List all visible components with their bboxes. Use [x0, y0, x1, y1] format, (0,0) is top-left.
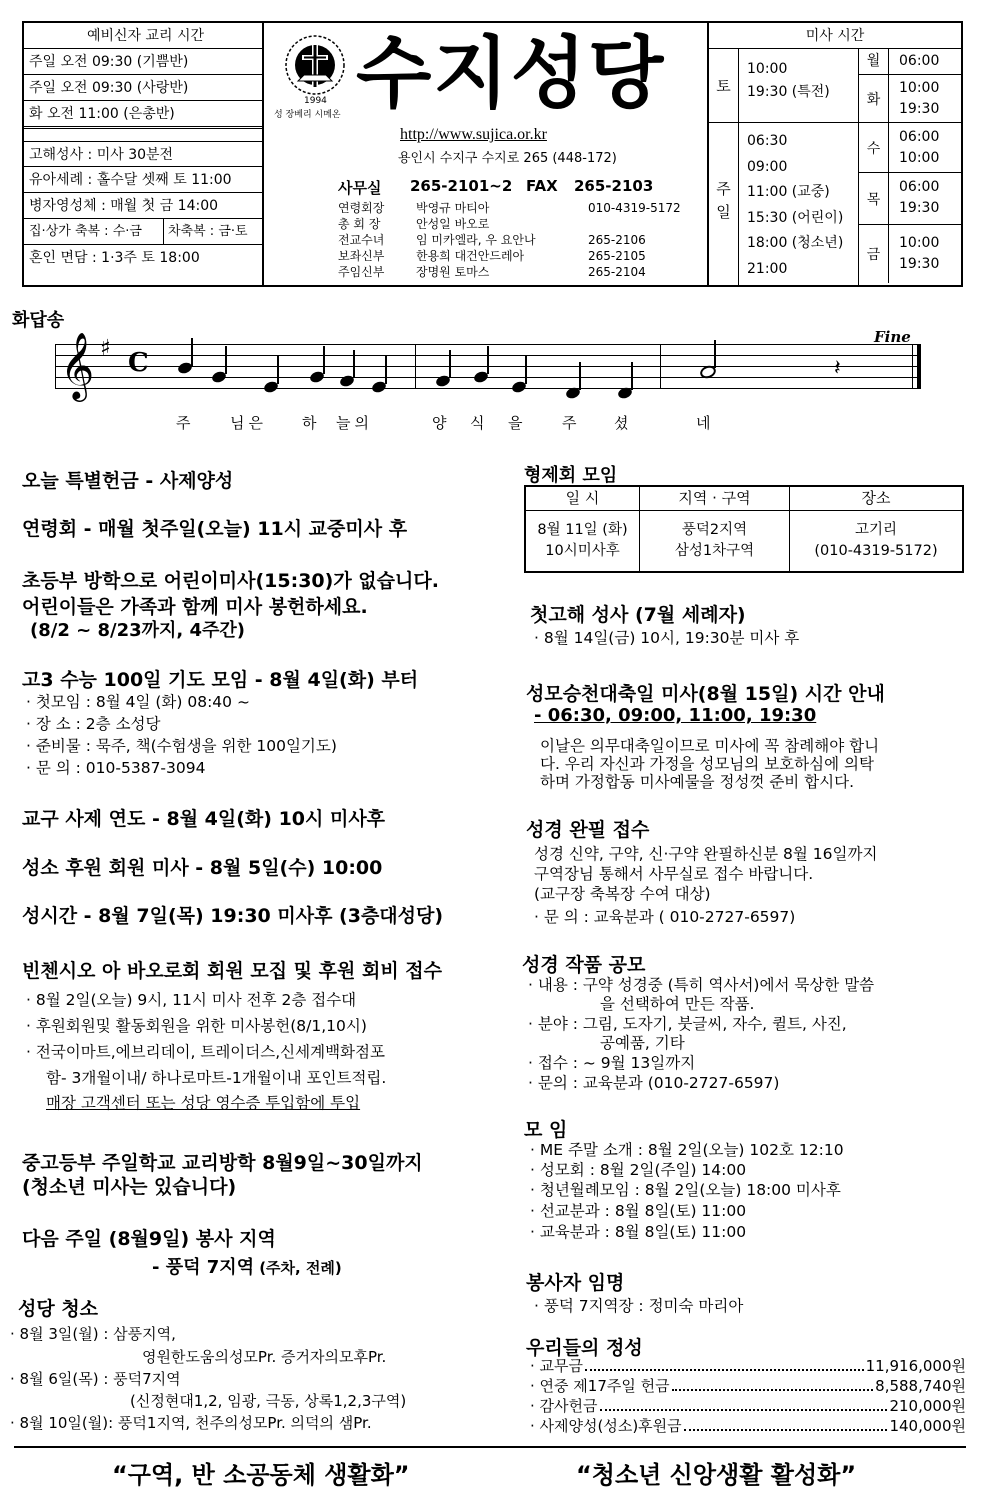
contest-item: 공예품, 기타	[600, 1034, 685, 1052]
logo-year: 1994	[304, 96, 327, 106]
monday-label: 월	[859, 49, 889, 74]
priest-year-notice: 교구 사제 연도 - 8월 4일(화) 10시 미사후	[22, 808, 386, 830]
mass-time: 18:00 (청소년)	[747, 235, 844, 251]
lyric: 셨	[614, 414, 629, 432]
bible-title: 성경 완필 접수	[526, 819, 650, 841]
brothers-table	[524, 485, 964, 573]
slogan-right: “청소년 신앙생활 활성화”	[576, 1461, 857, 1489]
house-blessing-info: 집·상가 축복 : 수·금	[24, 219, 164, 244]
monday-row	[859, 49, 961, 75]
blessing-row	[24, 219, 262, 245]
cleaning-item: · 8월 3일(월) : 삼풍지역,	[10, 1325, 176, 1343]
mass-time: 19:30 (특전)	[747, 84, 830, 100]
brothers-title: 형제회 모임	[524, 465, 618, 486]
service-region-line	[152, 1253, 342, 1279]
sick-communion-info: 병자영성체 : 매월 첫 금 14:00	[24, 193, 262, 219]
friday-times	[889, 225, 939, 283]
table-header: 지역 · 구역	[640, 487, 790, 510]
vincent-title: 빈첸시오 아 바오로회 회원 모집 및 후원 회비 접수	[22, 960, 442, 982]
meeting-item: · 선교분과 : 8월 8일(토) 11:00	[530, 1202, 747, 1220]
mass-time: 06:00	[899, 179, 940, 195]
first-confession-item: · 8월 14일(금) 10시, 19:30분 미사 후	[534, 629, 800, 647]
wednesday-times	[889, 123, 939, 172]
mass-time: 10:00	[899, 80, 940, 96]
suneung-item: · 준비물 : 묵주, 책(수험생을 위한 100일기도)	[26, 737, 337, 755]
offering-label: · 연중 제17주일 헌금	[530, 1377, 670, 1395]
thursday-label: 목	[859, 173, 889, 224]
table-cell: 고기리 (010-4319-5172)	[814, 522, 938, 559]
bible-text: 구역장님 통해서 사무실로 접수 바랍니다.	[534, 865, 814, 883]
offering-label: · 사제양성(성소)후원금	[530, 1417, 682, 1435]
staff-name: 안성일 바오로	[416, 217, 490, 231]
staff-phone: 265-2105	[588, 249, 646, 263]
sunday-times	[739, 123, 858, 285]
offering-amount: 11,916,000원	[865, 1357, 966, 1375]
church-logo-icon	[282, 31, 348, 99]
vincent-item: · 8월 2일(오늘) 9시, 11시 미사 전후 2층 접수대	[26, 991, 357, 1009]
contest-item: 을 선택하여 만든 작품.	[600, 995, 755, 1013]
mass-time: 06:30	[747, 133, 788, 149]
saturday-times	[739, 49, 858, 123]
thursday-row	[859, 173, 961, 225]
contest-item: · 문의 : 교육분과 (010-2727-6597)	[528, 1074, 780, 1092]
volunteer-title: 봉사자 임명	[526, 1272, 625, 1294]
lyric: 네	[696, 414, 711, 432]
vincent-item: · 전국이마트,에브리데이, 트레이더스,신세계백화점포	[26, 1043, 385, 1061]
mass-time: 19:30	[899, 101, 940, 117]
sponsor-mass-notice: 성소 후원 회원 미사 - 8월 5일(수) 10:00	[22, 857, 383, 879]
tuesday-label: 화	[859, 75, 889, 122]
lyric: 주	[562, 414, 577, 432]
vincent-item: · 후원회원및 활동회원을 위한 미사봉헌(8/1,10시)	[26, 1017, 367, 1035]
suneung-item: · 첫모임 : 8월 4일 (화) 08:40 ~	[26, 693, 250, 711]
mass-times-title: 미사 시간	[709, 23, 961, 49]
hymn-staff	[0, 330, 992, 440]
staff-role: 보좌신부	[338, 249, 385, 263]
middle-high-notice-2: (청소년 미사는 있습니다)	[22, 1176, 237, 1198]
catechism-row: 화 오전 11:00 (은총반)	[24, 101, 262, 129]
cleaning-item: (신정현대1,2, 임광, 극동, 상록1,2,3구역)	[130, 1392, 407, 1410]
catechism-title: 예비신자 교리 시간	[24, 23, 262, 49]
meeting-item: · ME 주말 소개 : 8월 2일(오늘) 102호 12:10	[530, 1141, 844, 1159]
office-phone: 265-2101~2	[410, 177, 513, 195]
mass-time: 11:00 (교중)	[747, 184, 830, 200]
friday-label: 금	[859, 225, 889, 283]
staff-row	[338, 232, 698, 248]
service-title: 다음 주일 (8월9일) 봉사 지역	[22, 1228, 276, 1250]
offering-row	[530, 1416, 966, 1436]
contest-item: · 내용 : 구약 성경중 (특히 역사서)에서 묵상한 말씀	[528, 976, 875, 994]
suneung-item: · 문 의 : 010-5387-3094	[26, 759, 206, 777]
children-mass-notice-1: 초등부 방학으로 어린이미사(15:30)가 없습니다.	[22, 570, 439, 592]
staff-phone: 010-4319-5172	[588, 201, 681, 215]
assumption-text: 다. 우리 자신과 가정을 성모님의 보호하심에 의탁	[540, 755, 874, 773]
table-cell: 8월 11일 (화) 10시미사후	[526, 511, 640, 571]
fax-number: 265-2103	[574, 177, 654, 195]
staff-phone: 265-2106	[588, 233, 646, 247]
mass-time: 15:30 (어린이)	[747, 209, 844, 226]
offering-title: 우리들의 정성	[526, 1337, 643, 1359]
footer-divider	[14, 1446, 966, 1448]
service-region-note: (주차, 전례)	[259, 1259, 342, 1277]
lyric: 하	[302, 414, 317, 432]
offering-label: · 교무금	[530, 1357, 584, 1375]
holy-hour-notice: 성시간 - 8월 7일(목) 19:30 미사후 (3층대성당)	[22, 905, 444, 927]
mass-time: 09:00	[747, 158, 788, 175]
mass-time: 06:00	[899, 129, 940, 145]
mass-times-box	[707, 21, 963, 287]
lyric: 양	[432, 414, 447, 432]
cleaning-item: 영원한도움의성모Pr. 증거자의모후Pr.	[142, 1348, 387, 1366]
lyric: 을	[508, 414, 523, 432]
tuesday-times	[889, 75, 939, 122]
contest-item: · 분야 : 그림, 도자기, 붓글씨, 자수, 퀼트, 사진,	[528, 1015, 847, 1033]
fax-label: FAX	[526, 177, 558, 195]
catechism-row: 주일 오전 09:30 (사랑반)	[24, 75, 262, 101]
staff-phone: 265-2104	[588, 265, 646, 279]
offering-label: · 감사헌금	[530, 1397, 598, 1415]
vincent-item: 매장 고객센터 또는 성당 영수증 투입함에 투입	[46, 1094, 361, 1112]
vincent-item: 함- 3개월이내/ 하나로마트-1개월이내 포인트적립.	[46, 1069, 387, 1087]
children-mass-notice-3: (8/2 ~ 8/23까지, 4주간)	[30, 620, 246, 641]
table-header: 일 시	[526, 487, 640, 510]
staff-row	[338, 200, 698, 216]
saturday-label: 토	[709, 49, 739, 123]
staff-list	[338, 200, 698, 280]
meeting-item: · 교육분과 : 8월 8일(토) 11:00	[530, 1223, 747, 1241]
assumption-times: - 06:30, 09:00, 11:00, 19:30	[534, 705, 817, 726]
mass-time: 21:00	[747, 260, 788, 277]
meeting-item: · 청년월례모임 : 8월 2일(오늘) 18:00 미사후	[530, 1181, 841, 1199]
hymn-title: 화답송	[12, 310, 65, 331]
contest-title: 성경 작품 공모	[522, 954, 646, 976]
wednesday-label: 수	[859, 123, 889, 172]
cleaning-title: 성당 청소	[18, 1298, 99, 1320]
suneung-item: · 장 소 : 2층 소성당	[26, 715, 161, 733]
memorial-assoc-notice: 연령회 - 매월 첫주일(오늘) 11시 교중미사 후	[22, 518, 408, 540]
wednesday-row	[859, 123, 961, 173]
marriage-info: 혼인 면담 : 1·3주 토 18:00	[29, 250, 200, 266]
lyric: 주	[176, 414, 191, 432]
children-mass-notice-2: 어린이들은 가족과 함께 미사 봉헌하세요.	[22, 596, 368, 618]
table-cell: 풍덕2지역 삼성1차구역	[640, 511, 790, 571]
slogan-left: “구역, 반 소공동체 생활화”	[112, 1461, 410, 1489]
staff-name: 장명원 토마스	[416, 265, 490, 279]
first-confession-title: 첫고해 성사 (7월 세례자)	[530, 604, 746, 626]
staff-role: 총 회 장	[338, 217, 381, 231]
catechism-schedule-box	[22, 21, 264, 287]
thursday-times	[889, 173, 939, 224]
mass-time: 06:00	[899, 53, 940, 69]
fine-marking: Fine	[874, 328, 911, 346]
staff-row	[338, 248, 698, 264]
confession-info: 고해성사 : 미사 30분전	[24, 141, 262, 167]
church-header	[264, 21, 707, 287]
offering-row	[530, 1376, 966, 1396]
suneung-prayer-title: 고3 수능 100일 기도 모임 - 8월 4일(화) 부터	[22, 669, 419, 691]
mass-time: 10:00	[899, 235, 940, 251]
mass-time: 19:30	[899, 200, 940, 216]
lyric: 식	[470, 414, 485, 432]
staff-row	[338, 264, 698, 280]
service-region: - 풍덕 7지역	[152, 1257, 255, 1278]
cleaning-item: · 8월 10일(월): 풍덕1지역, 천주의성모Pr. 의덕의 샘Pr.	[10, 1414, 372, 1432]
weekend-masses	[709, 49, 859, 285]
office-label: 사무실	[338, 179, 382, 197]
lyric: 님은	[230, 414, 267, 432]
staff-name: 한용희 대건안드레아	[416, 249, 525, 263]
spacer	[24, 129, 262, 141]
offering-amount: 8,588,740원	[875, 1377, 966, 1395]
rest-icon: 𝄽	[834, 356, 841, 381]
meeting-item: · 성모회 : 8월 2일(주일) 14:00	[530, 1161, 747, 1179]
car-blessing-info: 차축복 : 금·토	[168, 224, 248, 239]
bible-text: (교구장 축복장 수여 대상)	[534, 885, 711, 903]
treble-clef-icon: 𝄞	[60, 331, 95, 399]
church-website-link[interactable]: http://www.sujica.or.kr	[400, 126, 547, 143]
offering-amount: 210,000원	[889, 1397, 966, 1415]
meeting-title: 모 임	[524, 1119, 568, 1141]
cleaning-item: · 8월 6일(목) : 풍덕7지역	[10, 1370, 181, 1388]
mass-time: 10:00	[899, 150, 940, 166]
table-row	[526, 511, 962, 571]
offering-row	[530, 1396, 966, 1416]
time-signature-icon: C	[128, 348, 149, 378]
brothers-table-header	[526, 487, 962, 511]
staff-role: 전교수녀	[338, 233, 385, 247]
church-name: 수지성당	[356, 29, 666, 119]
contest-item: · 접수 : ~ 9월 13일까지	[528, 1054, 696, 1072]
offering-list	[530, 1356, 966, 1436]
church-address: 용인시 수지구 수지로 265 (448-172)	[398, 151, 617, 166]
assumption-text: 이날은 의무대축일이므로 미사에 꼭 참례해야 합니	[540, 737, 880, 755]
staff-row	[338, 216, 698, 232]
sunday-label: 주일	[709, 123, 739, 285]
bible-text: · 문 의 : 교육분과 ( 010-2727-6597)	[534, 908, 796, 926]
offering-amount: 140,000원	[889, 1417, 966, 1435]
logo-caption: 성 장베리 시메온	[274, 110, 341, 120]
church-logo	[282, 31, 348, 99]
mass-time: 19:30	[899, 256, 940, 272]
friday-row	[859, 225, 961, 283]
assumption-text: 하며 가정합동 미사예물을 정성껏 준비 합시다.	[540, 773, 855, 791]
lyric: 늘의	[336, 414, 373, 432]
tuesday-row	[859, 75, 961, 123]
sharp-icon: ♯	[100, 336, 111, 361]
staff-name: 박영규 마티아	[416, 201, 490, 215]
offering-row	[530, 1356, 966, 1376]
table-header: 장소	[861, 489, 891, 507]
middle-high-notice-1: 중고등부 주일학교 교리방학 8월9일~30일까지	[22, 1152, 423, 1174]
catechism-row: 주일 오전 09:30 (기쁨반)	[24, 49, 262, 75]
staff-role: 주임신부	[338, 265, 385, 279]
volunteer-item: · 풍덕 7지역장 : 정미숙 마리아	[534, 1297, 744, 1315]
weekday-masses	[859, 49, 961, 285]
bible-text: 성경 신약, 구약, 신·구약 완필하신분 8월 16일까지	[534, 845, 878, 863]
assumption-title: 성모승천대축일 미사(8월 15일) 시간 안내	[526, 683, 885, 705]
staff-role: 연령회장	[338, 201, 385, 215]
special-offering: 오늘 특별헌금 - 사제양성	[22, 470, 234, 492]
staff-name: 임 미카엘라, 우 요안나	[416, 233, 536, 247]
mass-time: 10:00	[747, 61, 788, 77]
infant-baptism-info: 유아세례 : 홀수달 셋째 토 11:00	[24, 167, 262, 193]
